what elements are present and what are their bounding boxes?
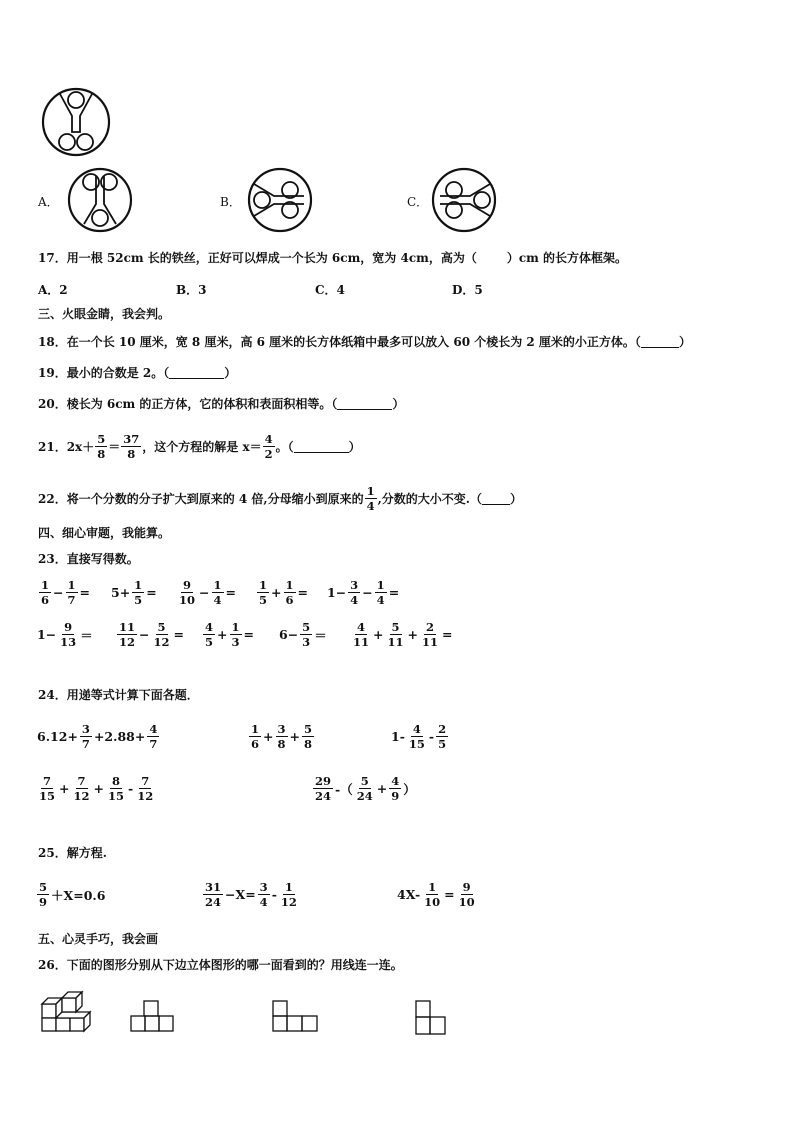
section4-heading: 四、细心审题，我能算。 bbox=[38, 526, 171, 540]
numerator: 1 bbox=[428, 880, 437, 894]
q21-answer-blank[interactable] bbox=[294, 440, 349, 453]
operator-text: -（ bbox=[335, 781, 353, 797]
option-c-label: C． bbox=[407, 195, 429, 209]
q24-row2-item-2 bbox=[312, 774, 417, 803]
denominator: 11 bbox=[387, 635, 404, 649]
fraction bbox=[230, 620, 242, 649]
denominator: 8 bbox=[277, 737, 286, 751]
option-c-figure[interactable] bbox=[430, 166, 498, 234]
numerator: 4 bbox=[391, 774, 400, 788]
operator-text: + bbox=[289, 729, 300, 744]
operator-text: − bbox=[139, 627, 150, 642]
operator-text: + bbox=[59, 781, 70, 796]
denominator: 5 bbox=[134, 593, 143, 607]
q24-row1-item-2 bbox=[248, 722, 315, 751]
numerator: 3 bbox=[350, 578, 359, 592]
denominator: 10 bbox=[424, 895, 441, 909]
numerator: 3 bbox=[81, 722, 90, 736]
q23-row1-item-4 bbox=[256, 578, 309, 607]
fraction bbox=[422, 880, 442, 909]
operator-text: 1− bbox=[37, 627, 57, 642]
section5-heading: 五、心灵手巧，我会画 bbox=[38, 932, 159, 946]
q17-choice-a[interactable]: A．2 bbox=[38, 283, 68, 297]
numerator: 4 bbox=[205, 620, 214, 634]
q17-choice-d[interactable]: D．5 bbox=[452, 283, 483, 297]
fraction bbox=[302, 722, 314, 751]
section3-heading: 三、火眼金睛，我会判。 bbox=[38, 307, 171, 321]
numerator: 9 bbox=[183, 578, 192, 592]
q16-original-figure bbox=[40, 86, 112, 158]
q26-view-2[interactable] bbox=[272, 1000, 318, 1032]
operator-text: −X= bbox=[225, 887, 256, 902]
numerator: 7 bbox=[77, 774, 86, 788]
denominator: 4 bbox=[376, 593, 385, 607]
q25-item-1 bbox=[36, 880, 106, 909]
fraction bbox=[106, 774, 126, 803]
operator-text: - bbox=[428, 729, 435, 744]
fraction bbox=[72, 774, 92, 803]
denominator: 24 bbox=[315, 789, 332, 803]
operator-text: − bbox=[53, 585, 64, 600]
numerator: 5 bbox=[39, 880, 48, 894]
numerator: 1 bbox=[213, 578, 222, 592]
fraction bbox=[132, 578, 144, 607]
q24-row1-item-1 bbox=[36, 722, 160, 751]
operator-text: + bbox=[373, 627, 384, 642]
operator-text: = bbox=[146, 585, 157, 600]
operator-text: = bbox=[442, 627, 453, 642]
denominator: 3 bbox=[302, 635, 311, 649]
fraction bbox=[300, 620, 312, 649]
denominator: 7 bbox=[149, 737, 158, 751]
fraction bbox=[257, 578, 269, 607]
numerator: 29 bbox=[315, 774, 332, 788]
operator-text: ＝ bbox=[80, 627, 93, 643]
operator-text: 6− bbox=[279, 627, 299, 642]
numerator: 2 bbox=[426, 620, 435, 634]
denominator: 12 bbox=[137, 789, 154, 803]
fraction bbox=[375, 578, 387, 607]
denominator: 9 bbox=[39, 895, 48, 909]
fraction bbox=[177, 578, 197, 607]
fraction bbox=[58, 620, 78, 649]
denominator: 12 bbox=[153, 635, 170, 649]
fraction bbox=[203, 880, 223, 909]
operator-text: ） bbox=[403, 781, 416, 797]
numerator: 1 bbox=[67, 578, 76, 592]
q23-row1-item-1 bbox=[38, 578, 91, 607]
numerator: 5 bbox=[360, 774, 369, 788]
q17-choice-b[interactable]: B．3 bbox=[176, 283, 207, 297]
q25-item-2 bbox=[202, 880, 300, 909]
denominator: 6 bbox=[251, 737, 260, 751]
numerator: 1 bbox=[259, 578, 268, 592]
fraction bbox=[457, 880, 477, 909]
fraction bbox=[66, 578, 78, 607]
denominator: 12 bbox=[73, 789, 90, 803]
q23-row2-item-3 bbox=[202, 620, 255, 649]
fraction bbox=[420, 620, 440, 649]
q20-answer-blank[interactable] bbox=[337, 397, 392, 410]
numerator: 9 bbox=[462, 880, 471, 894]
numerator: 11 bbox=[119, 620, 136, 634]
fraction bbox=[152, 620, 172, 649]
fraction bbox=[276, 722, 288, 751]
fraction bbox=[407, 722, 427, 751]
fraction bbox=[386, 620, 406, 649]
operator-text: 4X- bbox=[397, 887, 421, 902]
q23-row2-item-5 bbox=[350, 620, 454, 649]
numerator: 3 bbox=[277, 722, 286, 736]
operator-text: 1- bbox=[391, 729, 405, 744]
operator-text: = bbox=[388, 585, 400, 600]
denominator: 11 bbox=[422, 635, 439, 649]
q25-title: 25．解方程. bbox=[38, 846, 107, 860]
operator-text: - bbox=[271, 887, 277, 902]
numerator: 2 bbox=[438, 722, 447, 736]
denominator: 4 bbox=[350, 593, 359, 607]
numerator: 7 bbox=[43, 774, 52, 788]
q25-item-3 bbox=[396, 880, 478, 909]
q19-answer-blank[interactable] bbox=[169, 366, 224, 379]
q18-answer-blank[interactable] bbox=[641, 335, 679, 348]
operator-text: + bbox=[93, 781, 104, 796]
numerator: 1 bbox=[376, 578, 385, 592]
operator-text: 1− bbox=[327, 585, 347, 600]
numerator: 7 bbox=[141, 774, 150, 788]
denominator: 11 bbox=[353, 635, 370, 649]
fraction bbox=[37, 880, 49, 909]
fraction bbox=[212, 578, 224, 607]
numerator: 3 bbox=[259, 880, 268, 894]
q26-text: 26．下面的图形分别从下边立体图形的哪一面看到的？用线连一连。 bbox=[38, 958, 403, 972]
operator-text: 6.12+ bbox=[37, 729, 78, 744]
fraction bbox=[348, 578, 360, 607]
operator-text: = bbox=[444, 887, 455, 902]
q26-solid-figure bbox=[40, 992, 102, 1032]
q26-view-1[interactable] bbox=[130, 1000, 174, 1032]
operator-text: = bbox=[243, 627, 254, 642]
operator-text: - bbox=[128, 781, 134, 796]
denominator: 3 bbox=[231, 635, 240, 649]
numerator: 1 bbox=[41, 578, 50, 592]
fraction bbox=[436, 722, 448, 751]
numerator: 1 bbox=[231, 620, 240, 634]
fraction bbox=[279, 880, 299, 909]
denominator: 15 bbox=[39, 789, 56, 803]
fraction bbox=[147, 722, 159, 751]
fraction bbox=[284, 578, 296, 607]
denominator: 12 bbox=[280, 895, 297, 909]
operator-text: − bbox=[362, 585, 373, 600]
denominator: 6 bbox=[285, 593, 294, 607]
q22-answer-blank[interactable] bbox=[482, 492, 510, 505]
denominator: 12 bbox=[119, 635, 136, 649]
operator-text: + bbox=[407, 627, 418, 642]
denominator: 15 bbox=[408, 737, 425, 751]
numerator: 31 bbox=[205, 880, 222, 894]
denominator: 24 bbox=[205, 895, 222, 909]
denominator: 8 bbox=[304, 737, 313, 751]
numerator: 5 bbox=[157, 620, 166, 634]
operator-text: + bbox=[271, 585, 282, 600]
q17-text: 17．用一根 52cm 长的铁丝，正好可以焊成一个长为 6cm，宽为 4cm，高为（ ）cm 的长方体框架。 bbox=[38, 251, 628, 265]
option-a-figure[interactable] bbox=[66, 166, 134, 234]
denominator: 13 bbox=[60, 635, 77, 649]
denominator: 5 bbox=[438, 737, 447, 751]
operator-text: = bbox=[225, 585, 236, 600]
fraction bbox=[203, 620, 215, 649]
operator-text: ＝ bbox=[314, 627, 327, 643]
q23-row2-item-2 bbox=[116, 620, 185, 649]
q20-text: 20．棱长为 6cm 的正方体，它的体积和表面积相等。（ ） bbox=[38, 397, 405, 411]
fraction bbox=[249, 722, 261, 751]
denominator: 24 bbox=[356, 789, 373, 803]
option-b-figure[interactable] bbox=[246, 166, 314, 234]
denominator: 4 bbox=[259, 895, 268, 909]
operator-text: = bbox=[297, 585, 308, 600]
denominator: 10 bbox=[458, 895, 475, 909]
numerator: 1 bbox=[285, 578, 294, 592]
numerator: 1 bbox=[134, 578, 143, 592]
q23-row1-item-5 bbox=[326, 578, 400, 607]
denominator: 4 bbox=[213, 593, 222, 607]
q24-title: 24．用递等式计算下面各题． bbox=[38, 688, 199, 702]
numerator: 4 bbox=[149, 722, 158, 736]
q23-row1-item-3 bbox=[176, 578, 237, 607]
q23-row2-item-1 bbox=[36, 620, 94, 649]
q17-choice-c[interactable]: C．4 bbox=[315, 283, 345, 297]
denominator: 7 bbox=[67, 593, 76, 607]
numerator: 4 bbox=[357, 620, 366, 634]
numerator: 1 bbox=[284, 880, 293, 894]
fraction bbox=[135, 774, 155, 803]
denominator: 5 bbox=[205, 635, 214, 649]
numerator: 5 bbox=[304, 722, 313, 736]
numerator: 8 bbox=[112, 774, 121, 788]
option-b-label: B． bbox=[220, 195, 241, 209]
fraction bbox=[80, 722, 92, 751]
denominator: 10 bbox=[179, 593, 196, 607]
q26-view-3[interactable] bbox=[415, 1000, 447, 1036]
denominator: 9 bbox=[391, 789, 400, 803]
numerator: 5 bbox=[302, 620, 311, 634]
q19-text: 19．最小的合数是 2。（ ） bbox=[38, 366, 237, 380]
q23-row2-item-4 bbox=[278, 620, 328, 649]
q24-row1-item-3 bbox=[390, 722, 449, 751]
q24-row2-item-1 bbox=[36, 774, 156, 803]
fraction bbox=[313, 774, 333, 803]
q23-title: 23．直接写得数。 bbox=[38, 552, 139, 566]
q22-text: 22．将一个分数的分子扩大到原来的 4 倍,分母缩小到原来的 $\frac{1}{4}$ ,分数的大小不变.（ ） bbox=[38, 484, 522, 513]
denominator: 6 bbox=[41, 593, 50, 607]
fraction bbox=[258, 880, 270, 909]
numerator: 9 bbox=[64, 620, 73, 634]
denominator: 7 bbox=[81, 737, 90, 751]
numerator: 4 bbox=[412, 722, 421, 736]
option-a-label: A． bbox=[38, 195, 59, 209]
fraction bbox=[37, 774, 57, 803]
operator-text: + bbox=[376, 781, 388, 796]
q18-text: 18．在一个长 10 厘米，宽 8 厘米，高 6 厘米的长方体纸箱中最多可以放入 60 个棱长为 2 厘米的小正方体。（ ） bbox=[38, 335, 691, 349]
denominator: 5 bbox=[259, 593, 268, 607]
fraction bbox=[355, 774, 375, 803]
denominator: 15 bbox=[108, 789, 125, 803]
operator-text: + bbox=[263, 729, 274, 744]
q21-text: 21．2x＋ $\frac{5}{8}$ ＝ $\frac{37}{8}$ ，这个方程的解是 x＝ $\frac{4}{2}$ 。（ ） bbox=[38, 432, 361, 461]
operator-text: +2.88+ bbox=[93, 729, 146, 744]
fraction bbox=[39, 578, 51, 607]
operator-text: + bbox=[217, 627, 228, 642]
operator-text: = bbox=[79, 585, 90, 600]
operator-text: = bbox=[173, 627, 184, 642]
fraction bbox=[389, 774, 401, 803]
fraction bbox=[117, 620, 137, 649]
fraction bbox=[351, 620, 371, 649]
operator-text: 5+ bbox=[111, 585, 131, 600]
operator-text: ＋X=0.6 bbox=[51, 887, 106, 903]
numerator: 1 bbox=[251, 722, 260, 736]
q23-row1-item-2 bbox=[110, 578, 158, 607]
numerator: 5 bbox=[391, 620, 400, 634]
operator-text: − bbox=[199, 585, 210, 600]
